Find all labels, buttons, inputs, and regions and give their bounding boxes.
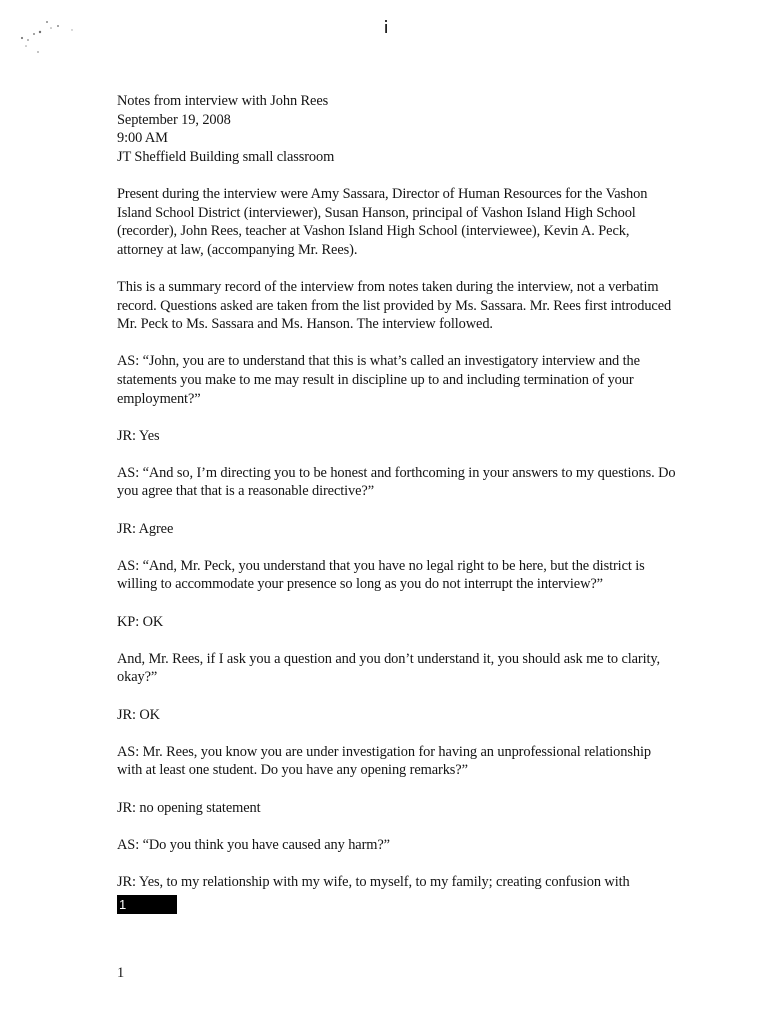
transcript-line: KP: OK	[117, 613, 164, 630]
interview-date: September 19, 2008	[117, 111, 231, 128]
transcript-line-redacted	[117, 873, 677, 914]
transcript-line: JR: no opening statement	[117, 799, 261, 816]
transcript-line: JR: Yes	[117, 427, 160, 444]
document-title: Notes from interview with John Rees	[117, 93, 329, 109]
summary-note-paragraph: This is a summary record of the interview from notes taken during the interview, not a verbatim record. Questions asked are taken from the list provided by Ms. Sassara. Mr. Rees first introduced Mr. Peck to Ms. Sassara and Ms. Hanson. The interview followed.	[117, 278, 672, 333]
transcript-line: And, Mr. Rees, if I ask you a question and you don’t understand it, you should ask me to clarity, okay?”	[117, 650, 661, 686]
scan-artifact-specks	[14, 12, 84, 62]
interview-time: 9:00 AM	[117, 130, 168, 147]
document-header	[117, 92, 677, 166]
scan-artifact-mark	[382, 18, 390, 36]
redaction-box: 1	[117, 895, 177, 914]
transcript-line: JR: OK	[117, 706, 160, 723]
document-body	[117, 92, 677, 914]
transcript-line: AS: “And so, I’m directing you to be honest and forthcoming in your answers to my questions. Do you agree that that is a reasonable directive?”	[117, 464, 676, 500]
attendees-paragraph: Present during the interview were Amy Sassara, Director of Human Resources for the Vashon Island School District (interviewer), Susan Hanson, principal of Vashon Island High School (recorder), John Rees, teacher at Vashon Island High School (interviewee), Kevin A. Peck, attorney at law, (accompanying Mr. Rees).	[117, 185, 648, 258]
transcript-line: JR: Agree	[117, 520, 174, 537]
interview-location: JT Sheffield Building small classroom	[117, 148, 335, 165]
transcript-line: AS: “John, you are to understand that this is what’s called an investigatory interview and the statements you make to me may result in discipline up to and including termination of your employment?”	[117, 353, 640, 407]
transcript-line: AS: “And, Mr. Peck, you understand that you have no legal right to be here, but the district is willing to accommodate your presence so long as you do not interrupt the interview?”	[117, 557, 645, 593]
transcript-text: JR: Yes, to my relationship with my wife, to myself, to my family; creating confusion with	[117, 873, 630, 890]
page-number: 1	[117, 965, 125, 981]
transcript-line: AS: Mr. Rees, you know you are under investigation for having an unprofessional relationship with at least one student. Do you have any opening remarks?”	[117, 743, 651, 779]
transcript-line: AS: “Do you think you have caused any harm?”	[117, 836, 390, 853]
